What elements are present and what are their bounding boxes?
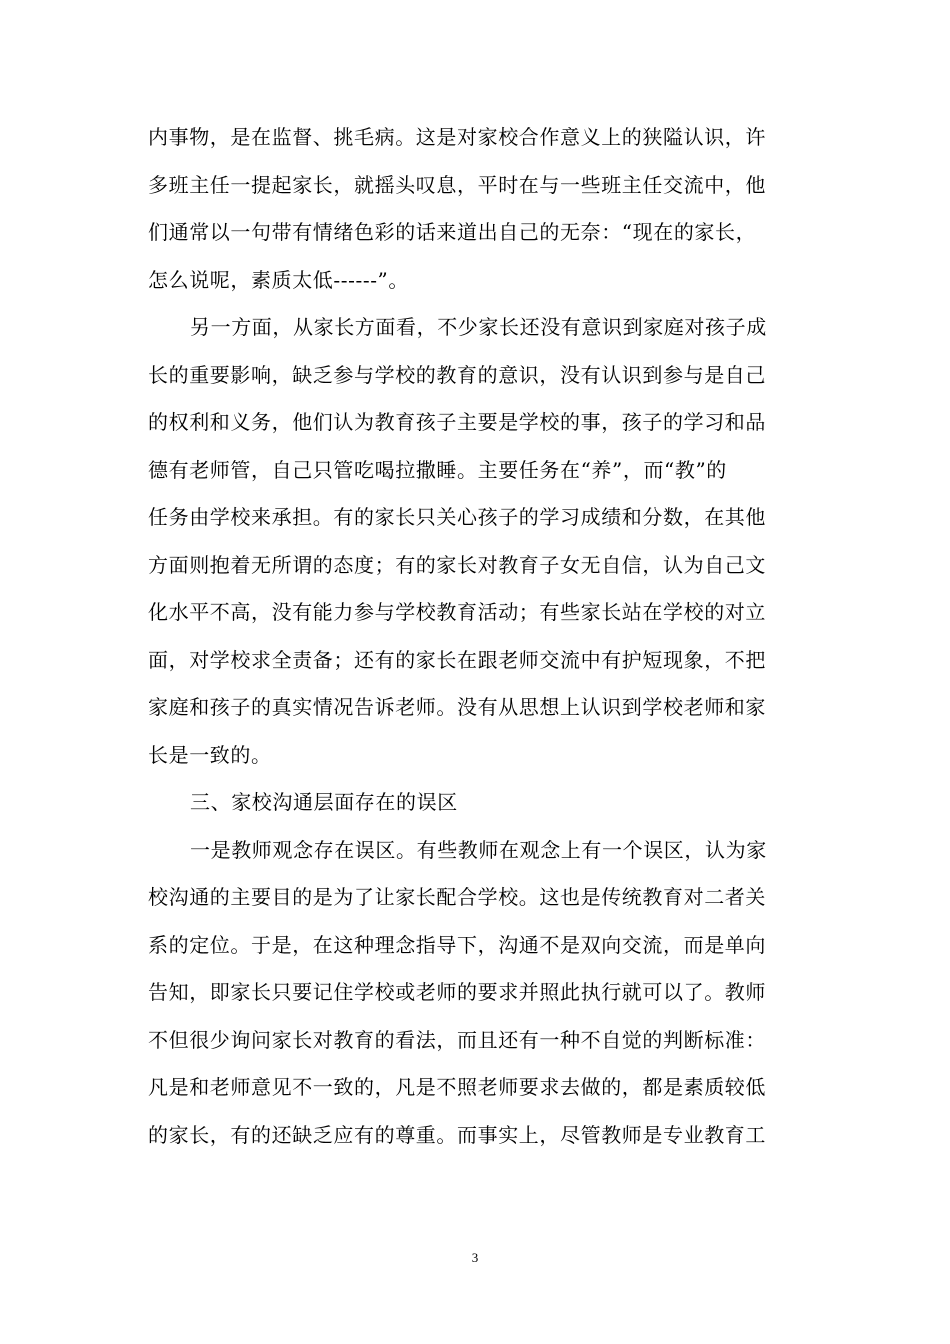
paragraph-line: 家庭和孩子的真实情况告诉老师。没有从思想上认识到学校老师和家 <box>148 695 766 719</box>
paragraph-line: 系的定位。于是，在这种理念指导下，沟通不是双向交流，而是单向 <box>148 932 766 957</box>
paragraph-2 <box>148 304 808 779</box>
page-number: 3 <box>471 1250 479 1265</box>
paragraph-line: 面，对学校求全责备；还有的家长在跟老师交流中有护短现象，不把 <box>148 647 766 672</box>
paragraph-line: 方面则抱着无所谓的态度；有的家长对教育子女无自信，认为自己文 <box>148 552 766 577</box>
section-heading-text: 三、家校沟通层面存在的误区 <box>190 790 458 814</box>
paragraph-line: 另一方面，从家长方面看，不少家长还没有意识到家庭对孩子成 <box>190 315 767 339</box>
paragraph-line: 的家长，有的还缺乏应有的尊重。而事实上，尽管教师是专业教育工 <box>148 1122 766 1147</box>
paragraph-4 <box>148 827 808 1160</box>
paragraph-1 <box>148 114 808 304</box>
paragraph-line: 不但很少询问家长对教育的看法，而且还有一种不自觉的判断标准： <box>148 1027 766 1052</box>
paragraph-line: 长是一致的。 <box>148 742 272 767</box>
paragraph-line: 一是教师观念存在误区。有些教师在观念上有一个误区，认为家 <box>190 837 767 862</box>
paragraph-line: 怎么说呢，素质太低------”。 <box>148 267 409 292</box>
paragraph-line: 任务由学校来承担。有的家长只关心孩子的学习成绩和分数，在其他 <box>148 505 766 529</box>
paragraph-line: 德有老师管，自己只管吃喝拉撒睡。主要任务在“养”，而“教”的 <box>148 457 727 482</box>
section-heading <box>148 779 808 827</box>
paragraph-line: 校沟通的主要目的是为了让家长配合学校。这也是传统教育对二者关 <box>148 885 766 909</box>
document-body <box>148 114 808 1159</box>
paragraph-line: 内事物，是在监督、挑毛病。这是对家校合作意义上的狭隘认识，许 <box>148 125 766 149</box>
paragraph-line: 的权利和义务，他们认为教育孩子主要是学校的事，孩子的学习和品 <box>148 410 766 434</box>
paragraph-line: 们通常以一句带有情绪色彩的话来道出自己的无奈：“现在的家长， <box>148 220 757 244</box>
paragraph-line: 长的重要影响，缺乏参与学校的教育的意识，没有认识到参与是自己 <box>148 362 766 387</box>
paragraph-line: 告知，即家长只要记住学校或老师的要求并照此执行就可以了。教师 <box>148 980 766 1004</box>
paragraph-line: 凡是和老师意见不一致的，凡是不照老师要求去做的，都是素质较低 <box>148 1075 766 1099</box>
paragraph-line: 化水平不高，没有能力参与学校教育活动；有些家长站在学校的对立 <box>148 600 766 624</box>
paragraph-line: 多班主任一提起家长，就摇头叹息，平时在与一些班主任交流中，他 <box>148 172 766 197</box>
